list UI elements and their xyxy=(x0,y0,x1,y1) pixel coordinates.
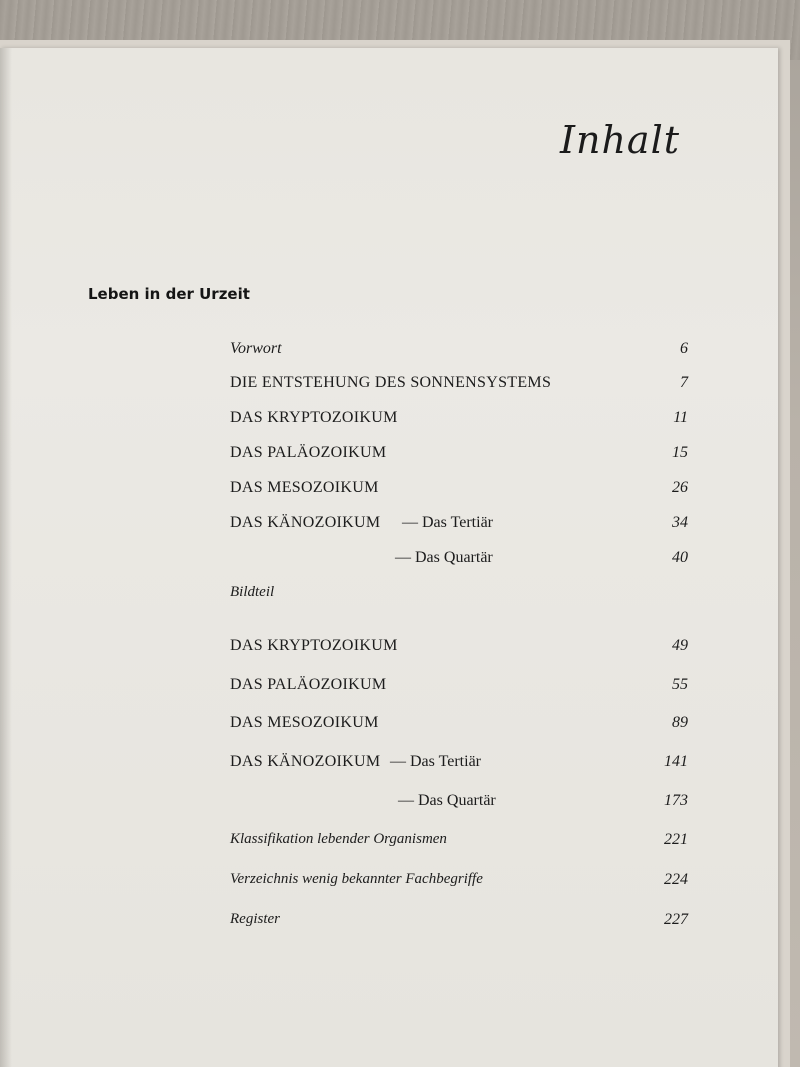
toc-entry-label: DAS KRYPTOZOIKUM xyxy=(230,409,398,426)
toc-entry-mesozoikum-bild[interactable] xyxy=(230,714,688,738)
toc-entry-label: Vorwort xyxy=(230,340,282,357)
toc-entry-label: Klassifikation lebender Organismen xyxy=(230,831,447,847)
toc-entry-label: DAS KRYPTOZOIKUM xyxy=(230,637,398,654)
toc-entry-label: DAS KÄNOZOIKUM xyxy=(230,514,381,531)
toc-page-number: 89 xyxy=(672,714,688,731)
toc-entry-mesozoikum[interactable] xyxy=(230,479,688,503)
toc-entry-palaeozoikum-bild[interactable] xyxy=(230,676,688,700)
toc-entry-label: DAS PALÄOZOIKUM xyxy=(230,676,387,693)
toc-entry-sublabel: — Das Quartär xyxy=(398,792,496,809)
toc-page-number: 40 xyxy=(672,549,688,566)
toc-page-number: 15 xyxy=(672,444,688,461)
toc-page-number: 11 xyxy=(673,409,688,426)
page-gutter-shadow xyxy=(0,48,12,1067)
toc-entry-label: DAS MESOZOIKUM xyxy=(230,714,379,731)
toc-entry-label: Register xyxy=(230,911,280,927)
toc-page-number: 227 xyxy=(664,911,688,928)
toc-entry-palaeozoikum[interactable] xyxy=(230,444,688,468)
toc-entry-label: DIE ENTSTEHUNG DES SONNENSYSTEMS xyxy=(230,374,552,391)
toc-entry-register[interactable] xyxy=(230,911,688,935)
toc-entry-vorwort[interactable] xyxy=(230,340,688,364)
toc-page-number: 49 xyxy=(672,637,688,654)
toc-entry-kaenozoikum-tertiaer[interactable] xyxy=(230,514,688,538)
toc-entry-sublabel: — Das Tertiär xyxy=(402,514,493,531)
toc-page-number: 26 xyxy=(672,479,688,496)
toc-page-number: 141 xyxy=(664,753,688,770)
toc-entry-verzeichnis[interactable] xyxy=(230,871,688,895)
toc-entry-bildteil[interactable] xyxy=(230,584,688,608)
toc-entry-label: DAS MESOZOIKUM xyxy=(230,479,379,496)
toc-page-number: 34 xyxy=(672,514,688,531)
toc-entry-kryptozoikum[interactable] xyxy=(230,409,688,433)
toc-entry-entstehung[interactable] xyxy=(230,374,688,398)
toc-page-number: 224 xyxy=(664,871,688,888)
toc-entry-sublabel: — Das Tertiär xyxy=(390,753,481,770)
toc-entry-quartaer[interactable] xyxy=(230,549,688,573)
toc-entry-quartaer-bild[interactable] xyxy=(230,792,688,816)
toc-entry-label: Bildteil xyxy=(230,584,275,600)
toc-entry-label: DAS PALÄOZOIKUM xyxy=(230,444,387,461)
toc-page-number: 221 xyxy=(664,831,688,848)
toc-page-number: 7 xyxy=(680,374,688,391)
toc-entry-kryptozoikum-bild[interactable] xyxy=(230,637,688,661)
toc-page-number: 55 xyxy=(672,676,688,693)
toc-entry-klassifikation[interactable] xyxy=(230,831,688,855)
toc-page-number: 6 xyxy=(680,340,688,357)
toc-entry-label: DAS KÄNOZOIKUM xyxy=(230,753,381,770)
toc-entry-label: Verzeichnis wenig bekannter Fachbegriffe xyxy=(230,871,483,887)
section-heading: Leben in der Urzeit xyxy=(88,285,250,303)
page-title: Inhalt xyxy=(559,118,680,162)
toc-entry-kaenozoikum-tertiaer-bild[interactable] xyxy=(230,753,688,777)
toc-page-number: 173 xyxy=(664,792,688,809)
toc-entry-sublabel: — Das Quartär xyxy=(395,549,493,566)
